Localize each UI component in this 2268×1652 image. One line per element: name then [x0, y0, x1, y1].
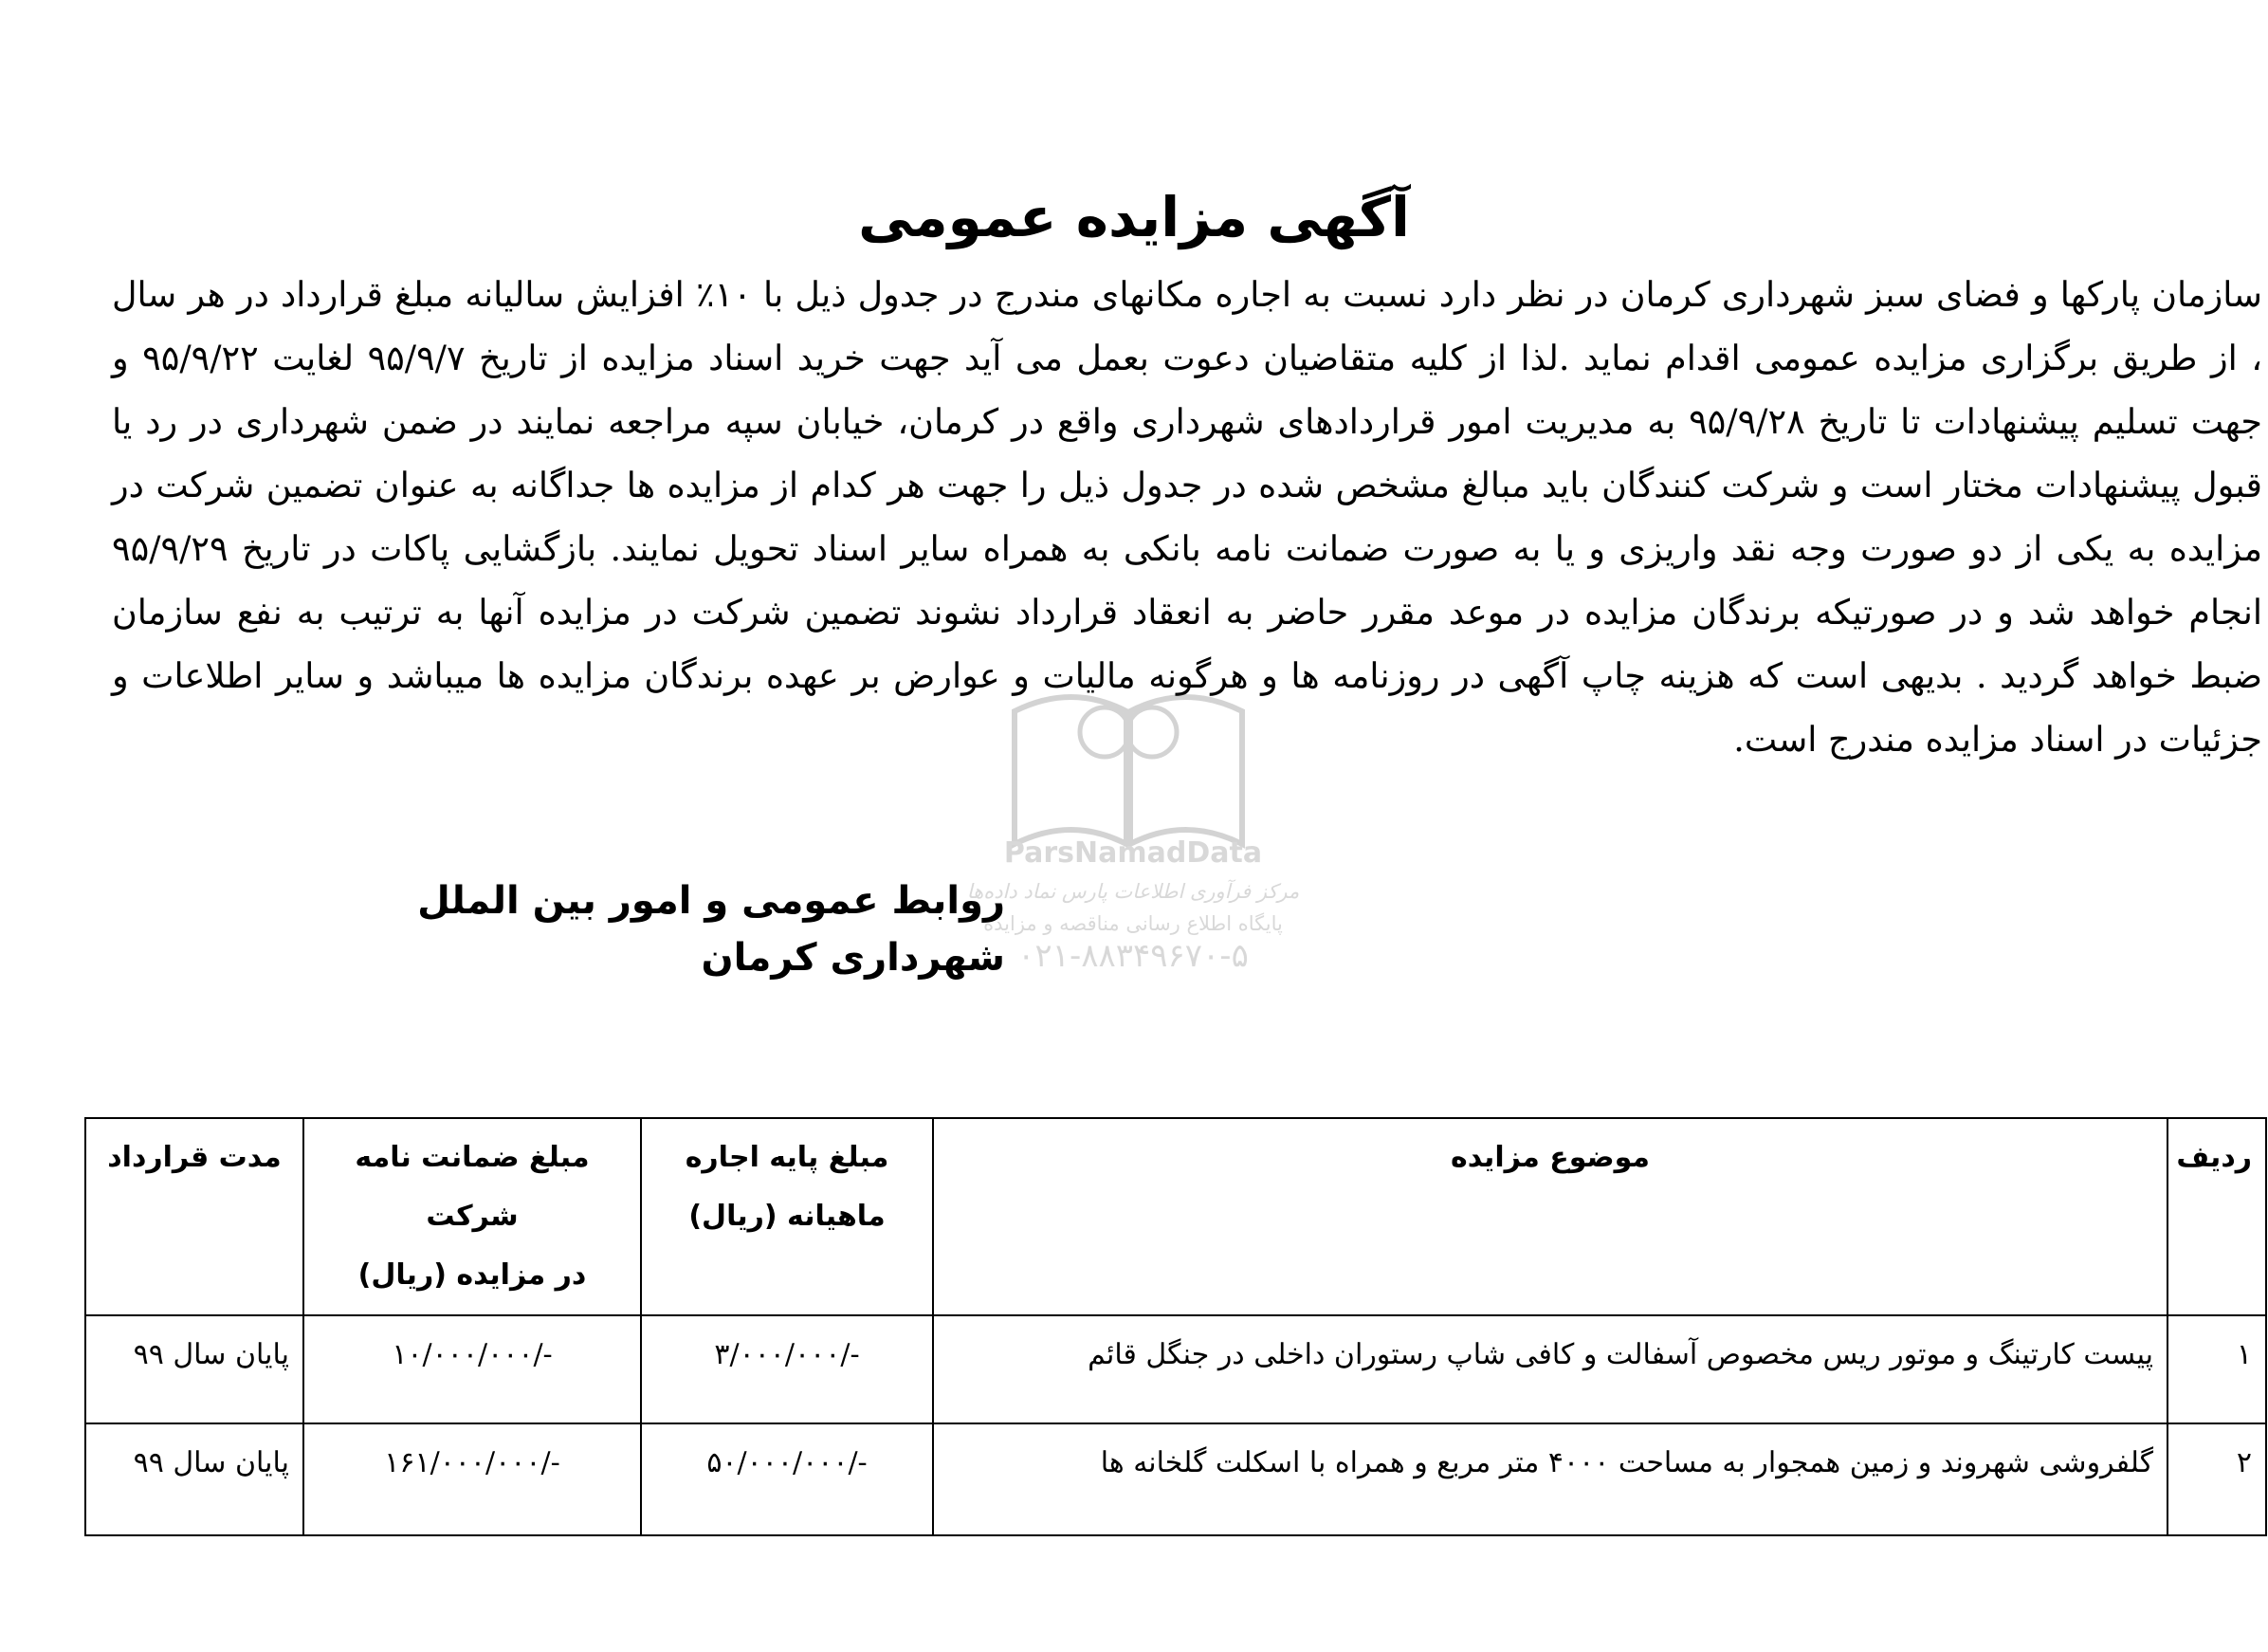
watermark-center-name: مرکز فرآوری اطلاعات پارس نماد داده‌ها	[966, 880, 1300, 903]
watermark-brand: ParsNamadData	[1003, 836, 1263, 870]
row-duration: پایان سال ۹۹	[85, 1315, 303, 1423]
header-guarantee	[303, 1118, 641, 1315]
row-base-rent: -/۵۰/۰۰۰/۰۰۰	[641, 1423, 933, 1535]
header-guarantee-line2: در مزایده (ریال)	[357, 1258, 587, 1292]
row-duration: پایان سال ۹۹	[85, 1423, 303, 1535]
row-base-rent: -/۳/۰۰۰/۰۰۰	[641, 1315, 933, 1423]
signature: روابط عمومی و امور بین الملل شهرداری کرمان	[417, 879, 1005, 980]
table-row	[85, 1423, 2266, 1535]
header-duration: مدت قرارداد	[85, 1118, 303, 1315]
row-subject: پیست کارتینگ و موتور ریس مخصوص آسفالت و کافی شاپ رستوران داخلی در جنگل قائم	[933, 1315, 2167, 1423]
header-base-rent-line2: ماهیانه (ریال)	[688, 1200, 886, 1233]
row-subject: گلفروشی شهروند و زمین همجوار به مساحت ۴۰۰۰ متر مربع و همراه با اسکلت گلخانه ها	[933, 1423, 2167, 1535]
header-base-rent	[641, 1118, 933, 1315]
row-number: ۱	[2167, 1315, 2266, 1423]
auction-table	[84, 1117, 2267, 1536]
header-row-number: ردیف	[2167, 1118, 2266, 1315]
table-header-row	[85, 1118, 2266, 1315]
header-guarantee-line1: مبلغ ضمانت نامه شرکت	[355, 1141, 590, 1233]
row-guarantee: -/۱۰/۰۰۰/۰۰۰	[303, 1315, 641, 1423]
header-subject: موضوع مزایده	[933, 1118, 2167, 1315]
row-guarantee: -/۱۶۱/۰۰۰/۰۰۰	[303, 1423, 641, 1535]
row-number: ۲	[2167, 1423, 2266, 1535]
watermark-tagline: پایگاه اطلاع رسانی مناقصه و مزایده	[983, 912, 1283, 935]
notice-body: سازمان پارکها و فضای سبز شهرداری کرمان در نظر دارد نسبت به اجاره مکانهای مندرج در جدول ذیل با ۱۰٪ افزایش سالیانه مبلغ قرارداد در هر سال ، از طریق برگزاری مزایده عمومی اقدام نماید .لذا از کلیه متقاضیان دعوت بعمل می آید جهت خرید اسناد مزایده از تاریخ ۹۵/۹/۷ لغایت ۹۵/۹/۲۲ و جهت تسلیم پیشنهادات تا تاریخ ۹۵/۹/۲۸ به مدیریت امور قراردادهای شهرداری واقع در کرمان، خیابان سپه مراجعه نمایند در ضمن شهرداری در رد یا قبول پیشنهادات مختار است و شرکت کنندگان باید مبالغ مشخص شده در جدول ذیل را جهت هر کدام از مزایده ها جداگانه به عنوان تضمین شرکت در مزایده به یکی از دو صورت وجه نقد واریزی و یا به صورت ضمانت نامه بانکی به همراه سایر اسناد تحویل نمایند. بازگشایی پاکات در تاریخ ۹۵/۹/۲۹ انجام خواهد شد و در صورتیکه برندگان مزایده در موعد مقرر حاضر به انعقاد قرارداد نشوند تضمین شرکت در مزایده آنها به ترتیب به نفع سازمان ضبط خواهد گردید . بدیهی است که هزینه چاپ آگهی در روزنامه ها و هرگونه مالیات و عوارض بر عهده برندگان مزایده ها میباشد و سایر اطلاعات و جزئیات در اسناد مزایده مندرج است.	[112, 273, 2263, 760]
page-title: آگهی مزایده عمومی	[858, 184, 1410, 249]
table-row	[85, 1315, 2266, 1423]
header-base-rent-line1: مبلغ پایه اجاره	[685, 1141, 889, 1174]
watermark-phone: ۰۲۱-۸۸۳۴۹۶۷۰-۵	[1017, 937, 1249, 975]
